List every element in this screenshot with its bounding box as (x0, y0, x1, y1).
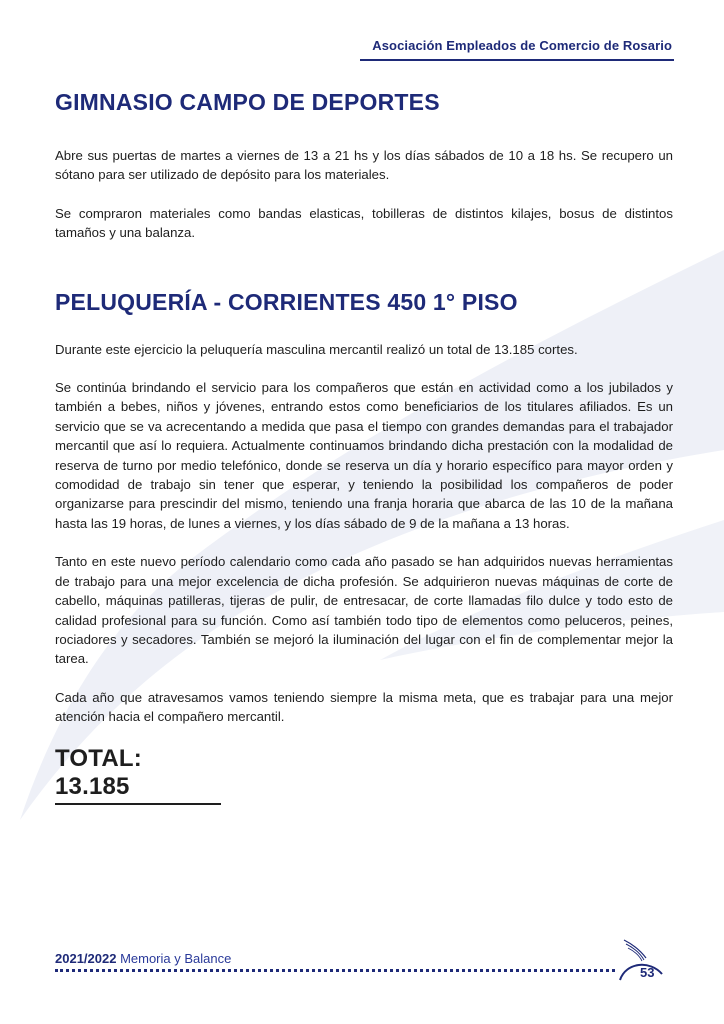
total-cuts: TOTAL: 13.185 (55, 745, 221, 805)
footer-doc-title: Memoria y Balance (116, 951, 232, 966)
header-rule (360, 59, 674, 61)
barber-paragraph-1: Durante este ejercicio la peluquería masculina mercantil realizó un total de 13.185 cortes. (55, 341, 578, 357)
footer-year: 2021/2022 (55, 951, 117, 966)
page-number: 53 (640, 965, 655, 980)
gym-section-title: GIMNASIO CAMPO DE DEPORTES (55, 89, 440, 115)
barber-paragraph-2: Se continúa brindando el servicio para los compañeros que están en actividad como a los jubilados y también a bebes, niños y jóvenes, entrando estos como beneficiarios de los titulares afiliados. Es un servicio que se va acrecentando a medida que pasa el tiempo con grandes demandas para el trabajador mercantil que así lo requiera. Actualmente continuamos brindando dicha prestación con la modalidad de reserva de turno por medio telefónico, donde se reserva un día y horario específico para mayor orden y comodidad de trabajo sin tener que esperar, y teniendo la posibilidad los compañeros de poder organizarse para prescindir del mismo, teniendo una franja horaria que abarca de las 10 de la mañana hasta las 19 horas, de lunes a viernes, y los días sábado de 9 de la mañana a 13 horas. (55, 380, 673, 531)
barber-section-title: PELUQUERÍA - CORRIENTES 450 1° PISO (55, 288, 518, 315)
wing-logo-icon (606, 934, 670, 986)
gym-paragraph-1: Abre sus puertas de martes a viernes de 13 a 21 hs y los días sábados de 10 a 18 hs. Se recupero un sótano para ser utilizado de depósito para los materiales. (55, 148, 673, 183)
footer-dotted-rule (55, 969, 615, 972)
footer-title (55, 951, 231, 966)
page-content (55, 88, 673, 805)
gym-paragraph-2: Se compraron materiales como bandas elasticas, tobilleras de distintos kilajes, bosus de distintos tamaños y una balanza. (55, 205, 673, 241)
barber-paragraph-4: Cada año que atravesamos vamos teniendo siempre la misma meta, que es trabajar para una mejor atención hacia el compañero mercantil. (55, 689, 673, 725)
barber-paragraph-3: Tanto en este nuevo período calendario como cada año pasado se han adquiridos nuevas herramientas de trabajo para una mejor excelencia de dicha profesión. Se adquirieron nuevas máquinas de corte de cabello, máquinas patilleras, tijeras de pulir, de entresacar, de corte llamadas filo dulce y todo esto de calidad profesional para su función. Como así también todo tipo de elementos como peluceros, peines, rociadores y secadores. También se mejoró la iluminación del lugar con el fin de complementar mejor la tarea. (55, 554, 673, 667)
header-org-name: Asociación Empleados de Comercio de Rosario (372, 38, 672, 53)
